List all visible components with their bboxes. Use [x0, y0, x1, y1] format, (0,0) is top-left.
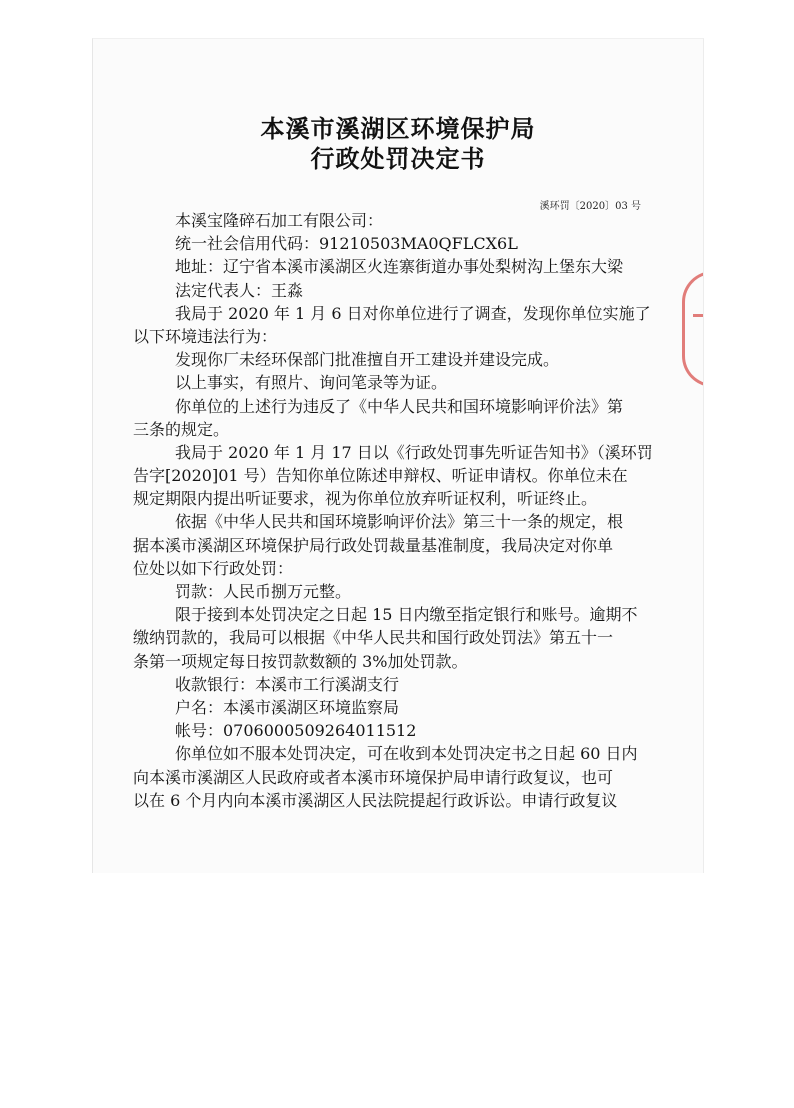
receiving-bank: 收款银行：本溪市工行溪湖支行 [175, 674, 400, 694]
paragraph-line: 告字[2020]01 号）告知你单位陈述申辩权、听证申请权。你单位未在 [133, 466, 628, 486]
official-seal-fragment [682, 271, 704, 387]
document-number: 溪环罚〔2020〕03 号 [539, 201, 641, 212]
address: 地址：辽宁省本溪市溪湖区火连寨街道办事处梨树沟上堡东大梁 [175, 257, 624, 277]
paragraph-line: 我局于 2020 年 1 月 17 日以《行政处罚事先听证告知书》（溪环罚 [175, 442, 653, 462]
legal-representative: 法定代表人：王淼 [175, 280, 304, 300]
paragraph-line: 依据《中华人民共和国环境影响评价法》第三十一条的规定，根 [175, 512, 624, 532]
paragraph-line: 我局于 2020 年 1 月 6 日对你单位进行了调查，发现你单位实施了 [175, 303, 651, 323]
paragraph-line: 以上事实，有照片、询问笔录等为证。 [175, 373, 448, 393]
paragraph-line: 条第一项规定每日按罚款数额的 3%加处罚款。 [133, 651, 468, 671]
paragraph-line: 三条的规定。 [133, 419, 230, 439]
paragraph-line: 据本溪市溪湖区环境保护局行政处罚裁量基准制度，我局决定对你单 [133, 535, 614, 555]
paragraph-line: 规定期限内提出听证要求，视为你单位放弃听证权利，听证终止。 [133, 489, 598, 509]
scanned-page [92, 38, 704, 873]
document-title-line1: 本溪市溪湖区环境保护局 [260, 115, 536, 143]
paragraph-line: 向本溪市溪湖区人民政府或者本溪市环境保护局申请行政复议，也可 [133, 767, 614, 787]
paragraph-line: 你单位的上述行为违反了《中华人民共和国环境影响评价法》第 [175, 396, 624, 416]
paragraph-line: 以下环境违法行为： [133, 326, 278, 346]
account-number: 帐号：0706000509264011512 [175, 721, 417, 741]
document-body [133, 209, 663, 812]
paragraph-line: 位处以如下行政处罚： [133, 558, 294, 578]
account-name: 户名：本溪市溪湖区环境监察局 [175, 697, 400, 717]
paragraph-line: 发现你厂未经环保部门批准擅自开工建设并建设完成。 [175, 350, 560, 370]
document-title-line2: 行政处罚决定书 [310, 145, 486, 173]
paragraph-line: 你单位如不服本处罚决定，可在收到本处罚决定书之日起 60 日内 [175, 744, 638, 764]
paragraph-line: 以在 6 个月内向本溪市溪湖区人民法院提起行政诉讼。申请行政复议 [133, 790, 618, 810]
credit-code: 统一社会信用代码：91210503MA0QFLCX6L [175, 234, 518, 254]
paragraph-line: 限于接到本处罚决定之日起 15 日内缴至指定银行和账号。逾期不 [175, 605, 638, 625]
penalty-amount: 罚款：人民币捌万元整。 [175, 582, 352, 601]
recipient-company: 本溪宝隆碎石加工有限公司： [175, 211, 384, 230]
paragraph-line: 缴纳罚款的，我局可以根据《中华人民共和国行政处罚法》第五十一 [133, 628, 614, 648]
